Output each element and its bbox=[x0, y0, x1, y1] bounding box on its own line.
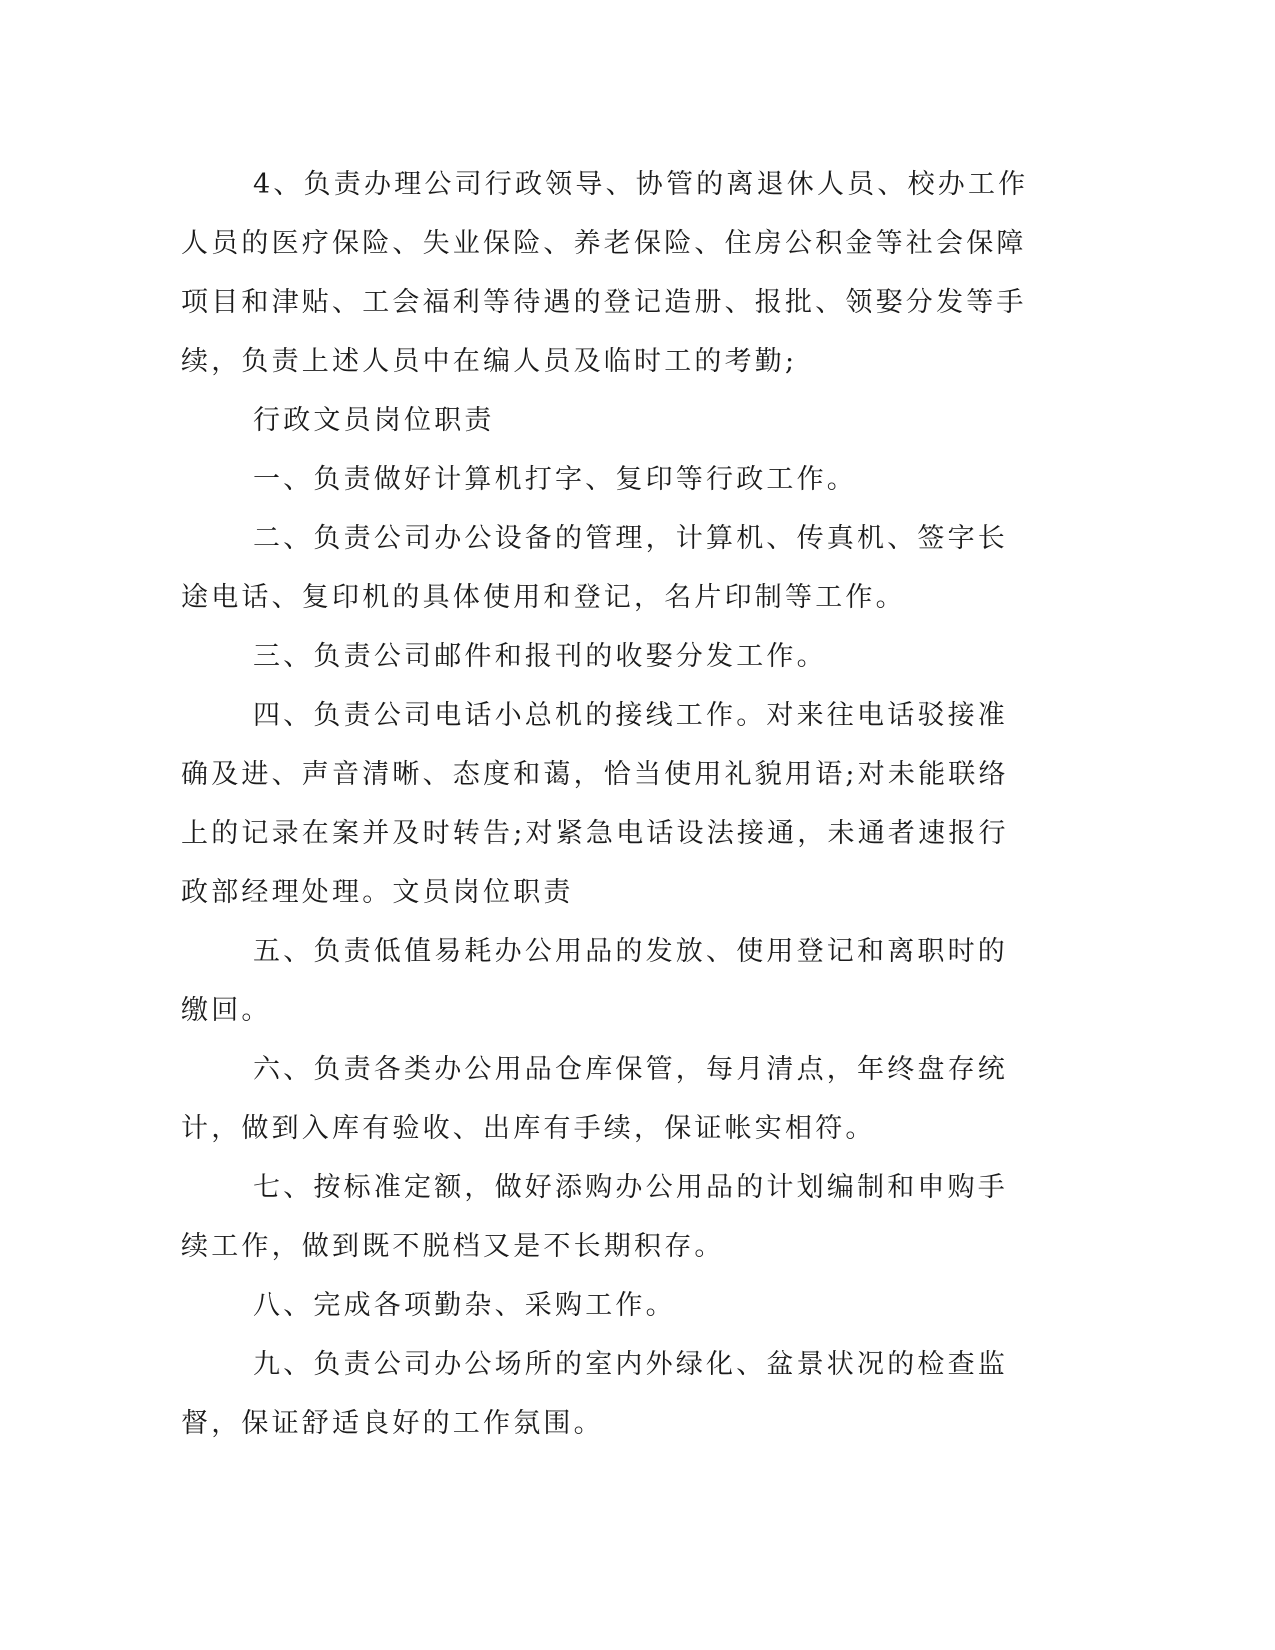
paragraph-duty-1: 一、负责做好计算机打字、复印等行政工作。 bbox=[253, 464, 857, 495]
paragraph-item-4: 4、负责办理公司行政领导、协管的离退休人员、校办工作人员的医疗保险、失业保险、养老保险、住房公积金等社会保障项目和津贴、工会福利等待遇的登记造册、报批、领娶分发等手续，负责上述人员中在编人员及临时工的考勤; bbox=[181, 169, 1029, 377]
paragraph-duty-9: 九、负责公司办公场所的室内外绿化、盆景状况的检查监督，保证舒适良好的工作氛围。 bbox=[181, 1349, 1008, 1439]
paragraph-duty-6: 六、负责各类办公用品仓库保管，每月清点，年终盘存统计，做到入库有验收、出库有手续，保证帐实相符。 bbox=[181, 1054, 1008, 1144]
paragraph-duty-2: 二、负责公司办公设备的管理，计算机、传真机、签字长途电话、复印机的具体使用和登记，名片印制等工作。 bbox=[181, 523, 1008, 613]
paragraph-duty-8: 八、完成各项勤杂、采购工作。 bbox=[253, 1290, 676, 1321]
section-heading: 行政文员岗位职责 bbox=[253, 405, 495, 436]
paragraph-duty-5: 五、负责低值易耗办公用品的发放、使用登记和离职时的缴回。 bbox=[181, 936, 1008, 1026]
paragraph-duty-7: 七、按标准定额，做好添购办公用品的计划编制和申购手续工作，做到既不脱档又是不长期积存。 bbox=[181, 1172, 1008, 1262]
document-body bbox=[181, 155, 1031, 1453]
paragraph-duty-4: 四、负责公司电话小总机的接线工作。对来往电话驳接准确及进、声音清晰、态度和蔼，恰当使用礼貌用语;对未能联络上的记录在案并及时转告;对紧急电话设法接通，未通者速报行政部经理处理。文员岗位职责 bbox=[181, 700, 1009, 908]
paragraph-duty-3: 三、负责公司邮件和报刊的收娶分发工作。 bbox=[253, 641, 827, 672]
